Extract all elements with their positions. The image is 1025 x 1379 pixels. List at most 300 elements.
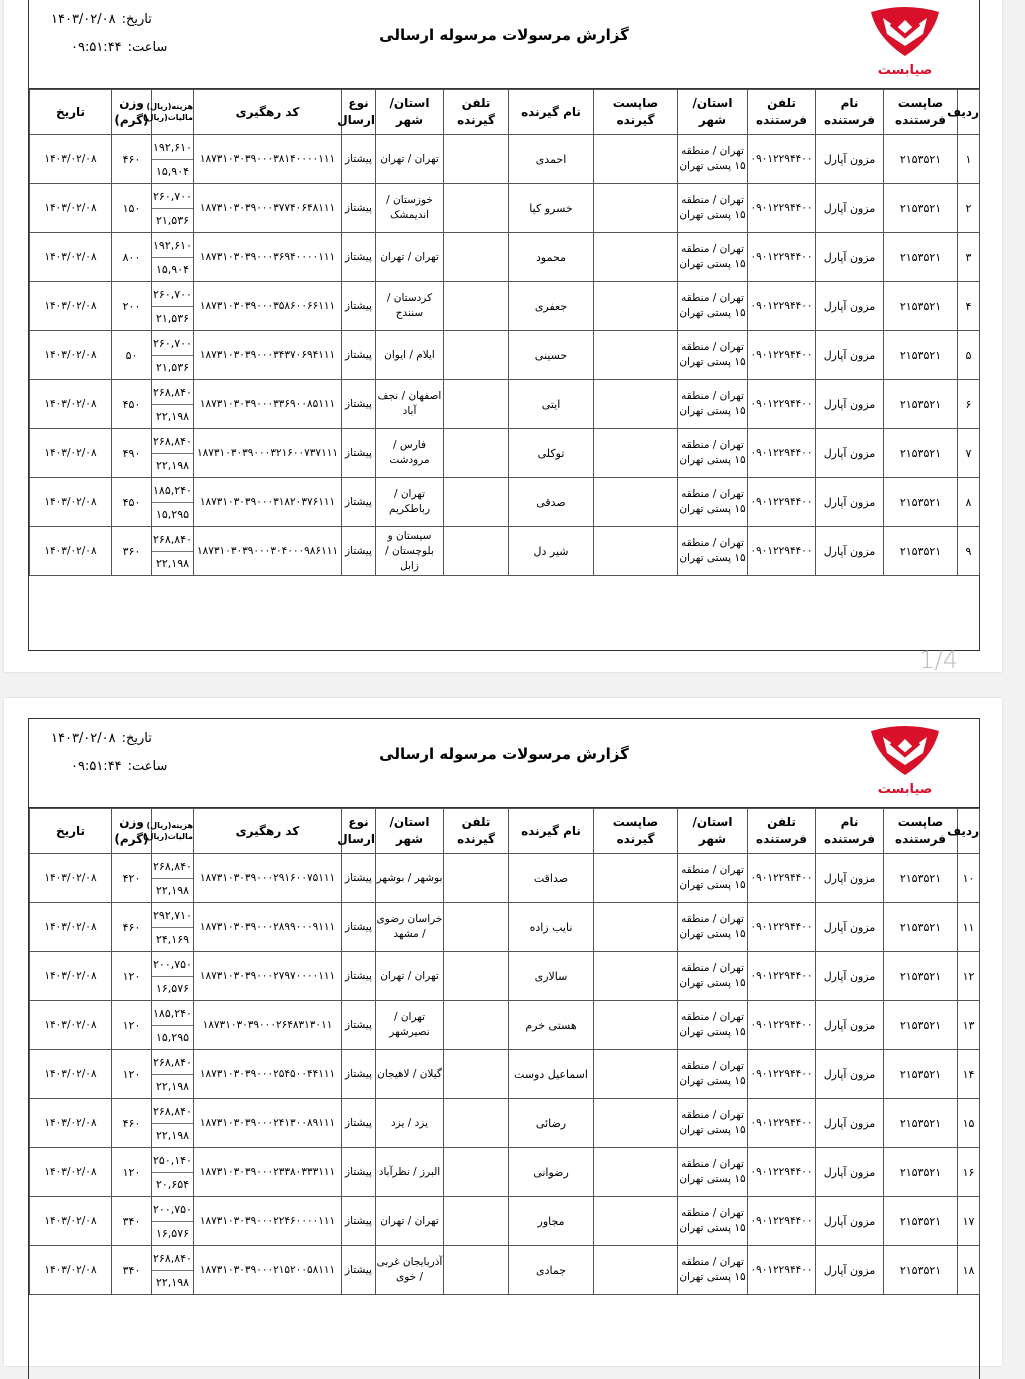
cell-sender-city: تهران / منطقه ۱۵ پستی تهران [678, 233, 748, 282]
cell-receiver-phone [444, 233, 509, 282]
cell-receiver-name: شیر دل [509, 527, 594, 576]
cell-cost [152, 135, 194, 184]
cell-receiver-name: خسرو کیا [509, 184, 594, 233]
cell-weight: ۵۰ [112, 331, 152, 380]
cell-weight: ۲۰۰ [112, 282, 152, 331]
table-row [30, 135, 980, 184]
cell-date: ۱۴۰۳/۰۲/۰۸ [30, 429, 112, 478]
cell-cost [152, 184, 194, 233]
cell-receiver-phone [444, 1001, 509, 1050]
time-value: ۰۹:۵۱:۴۴ [71, 759, 122, 774]
col-receiver-name: نام گیرنده [509, 809, 594, 854]
cell-sender-code: ۲۱۵۳۵۲۱ [884, 135, 958, 184]
cell-cost [152, 1099, 194, 1148]
table-row [30, 527, 980, 576]
table-row [30, 854, 980, 903]
cell-tracking-code: ۱۸۷۳۱۰۳۰۳۹۰۰۰۲۹۱۶۰۰۷۵۱۱۱ [194, 854, 342, 903]
cell-cost [152, 1001, 194, 1050]
cell-date: ۱۴۰۳/۰۲/۰۸ [30, 1148, 112, 1197]
table-header-row [30, 809, 980, 854]
cell-sender-name: مزون آپارل [816, 952, 884, 1001]
cell-send-type: پیشتاز [342, 135, 376, 184]
cell-date: ۱۴۰۳/۰۲/۰۸ [30, 1246, 112, 1295]
cell-cost-value: ۲۹۲,۷۱۰ [152, 904, 193, 928]
cell-receiver-name: توکلی [509, 429, 594, 478]
cell-row-num: ۸ [958, 478, 980, 527]
cell-send-type: پیشتاز [342, 282, 376, 331]
cell-tracking-code: ۱۸۷۳۱۰۳۰۳۹۰۰۰۳۷۷۴۰۶۴۸۱۱۱ [194, 184, 342, 233]
cell-tracking-code: ۱۸۷۳۱۰۳۰۳۹۰۰۰۳۳۶۹۰۰۸۵۱۱۱ [194, 380, 342, 429]
cell-sender-phone: ۰۹۰۱۲۲۹۴۴۰۰ [748, 1246, 816, 1295]
cell-sender-name: مزون آپارل [816, 478, 884, 527]
cell-date: ۱۴۰۳/۰۲/۰۸ [30, 952, 112, 1001]
cell-send-type: پیشتاز [342, 903, 376, 952]
cell-sender-name: مزون آپارل [816, 854, 884, 903]
col-sender-name: نام فرستنده [816, 90, 884, 135]
cell-sender-phone: ۰۹۰۱۲۲۹۴۴۰۰ [748, 184, 816, 233]
cell-sender-code: ۲۱۵۳۵۲۱ [884, 331, 958, 380]
col-tracking: کد رهگیری [194, 90, 342, 135]
cell-send-type: پیشتاز [342, 331, 376, 380]
cell-date: ۱۴۰۳/۰۲/۰۸ [30, 1099, 112, 1148]
cell-sender-city: تهران / منطقه ۱۵ پستی تهران [678, 380, 748, 429]
cell-tax-value: ۲۱,۵۳۶ [155, 360, 190, 374]
col-tracking: کد رهگیری [194, 809, 342, 854]
cell-sender-city: تهران / منطقه ۱۵ پستی تهران [678, 331, 748, 380]
col-sender-phone: تلفن فرستنده [748, 809, 816, 854]
cell-row-num: ۱۵ [958, 1099, 980, 1148]
cell-weight: ۴۲۰ [112, 854, 152, 903]
cell-tax-value: ۲۱,۵۳۶ [155, 213, 190, 227]
cell-receiver-name: جمادی [509, 1246, 594, 1295]
col-sender-city: استان/ شهر [678, 90, 748, 135]
cell-sender-name: مزون آپارل [816, 903, 884, 952]
cell-tax-value: ۱۵,۹۰۴ [155, 164, 190, 178]
cost-label: هزینه(ریال) [146, 821, 193, 830]
cell-sender-phone: ۰۹۰۱۲۲۹۴۴۰۰ [748, 331, 816, 380]
cell-weight: ۴۹۰ [112, 429, 152, 478]
cell-sender-code: ۲۱۵۳۵۲۱ [884, 478, 958, 527]
cell-receiver-name: احمدی [509, 135, 594, 184]
table-row [30, 478, 980, 527]
cell-cost-value: ۲۶۸,۸۴۰ [152, 430, 193, 454]
table-header-row [30, 90, 980, 135]
cell-date: ۱۴۰۳/۰۲/۰۸ [30, 380, 112, 429]
cell-receiver-phone [444, 184, 509, 233]
cell-cost-value: ۱۹۲,۶۱۰ [152, 136, 193, 160]
cell-sender-name: مزون آپارل [816, 1099, 884, 1148]
cell-receiver-code [594, 1001, 678, 1050]
cell-receiver-code [594, 903, 678, 952]
cell-cost [152, 1197, 194, 1246]
cell-tracking-code: ۱۸۷۳۱۰۳۰۳۹۰۰۰۲۱۵۲۰۰۵۸۱۱۱ [194, 1246, 342, 1295]
cell-receiver-code [594, 1099, 678, 1148]
cell-cost [152, 903, 194, 952]
cell-receiver-name: ایتی [509, 380, 594, 429]
cell-cost-value: ۱۸۵,۲۴۰ [152, 479, 193, 503]
cell-cost [152, 952, 194, 1001]
cell-receiver-phone [444, 1197, 509, 1246]
cell-tax-value: ۲۲,۱۹۸ [155, 883, 190, 897]
cell-sender-phone: ۰۹۰۱۲۲۹۴۴۰۰ [748, 854, 816, 903]
cell-tracking-code: ۱۸۷۳۱۰۳۰۳۹۰۰۰۲۲۴۶۰۰۰۰۱۱۱ [194, 1197, 342, 1246]
cell-sender-city: تهران / منطقه ۱۵ پستی تهران [678, 1197, 748, 1246]
cell-tax-value: ۱۶,۵۷۶ [155, 981, 190, 995]
cell-tax-value: ۱۵,۹۰۴ [155, 262, 190, 276]
cell-sender-phone: ۰۹۰۱۲۲۹۴۴۰۰ [748, 478, 816, 527]
cell-receiver-name: محمود [509, 233, 594, 282]
cell-date: ۱۴۰۳/۰۲/۰۸ [30, 478, 112, 527]
time-value: ۰۹:۵۱:۴۴ [71, 40, 122, 55]
cell-receiver-phone [444, 1099, 509, 1148]
cell-weight: ۱۲۰ [112, 1050, 152, 1099]
cell-tracking-code: ۱۸۷۳۱۰۳۰۳۹۰۰۰۳۸۱۴۰۰۰۰۱۱۱ [194, 135, 342, 184]
cell-receiver-code [594, 854, 678, 903]
col-sender-phone: تلفن فرستنده [748, 90, 816, 135]
date-line [51, 12, 152, 27]
cell-tax-value: ۲۰,۶۵۴ [155, 1177, 190, 1191]
cell-date: ۱۴۰۳/۰۲/۰۸ [30, 527, 112, 576]
col-row-num: ردیف [958, 809, 980, 854]
cell-tracking-code: ۱۸۷۳۱۰۳۰۳۹۰۰۰۳۵۸۶۰۰۶۶۱۱۱ [194, 282, 342, 331]
cell-receiver-phone [444, 854, 509, 903]
cell-receiver-name: مجاور [509, 1197, 594, 1246]
col-sender-name: نام فرستنده [816, 809, 884, 854]
cell-weight: ۴۶۰ [112, 1099, 152, 1148]
cell-row-num: ۴ [958, 282, 980, 331]
cell-tracking-code: ۱۸۷۳۱۰۳۰۳۹۰۰۰۲۷۹۷۰۰۰۰۱۱۱ [194, 952, 342, 1001]
cell-sender-phone: ۰۹۰۱۲۲۹۴۴۰۰ [748, 1001, 816, 1050]
cell-sender-phone: ۰۹۰۱۲۲۹۴۴۰۰ [748, 1050, 816, 1099]
cell-tracking-code: ۱۸۷۳۱۰۳۰۳۹۰۰۰۳۲۱۶۰۰۷۳۷۱۱۱ [194, 429, 342, 478]
cell-tax-value: ۲۲,۱۹۸ [155, 556, 190, 570]
cell-weight: ۸۰۰ [112, 233, 152, 282]
cell-date: ۱۴۰۳/۰۲/۰۸ [30, 331, 112, 380]
cell-cost-value: ۲۶۰,۷۰۰ [152, 185, 193, 209]
cell-sender-phone: ۰۹۰۱۲۲۹۴۴۰۰ [748, 1099, 816, 1148]
cell-sender-phone: ۰۹۰۱۲۲۹۴۴۰۰ [748, 1197, 816, 1246]
cell-receiver-code [594, 135, 678, 184]
col-date: تاریخ [30, 809, 112, 854]
cell-receiver-name: سالاری [509, 952, 594, 1001]
cell-receiver-phone [444, 1050, 509, 1099]
cell-send-type: پیشتاز [342, 233, 376, 282]
cell-tax-value: ۱۶,۵۷۶ [155, 1226, 190, 1240]
date-value: ۱۴۰۳/۰۲/۰۸ [51, 12, 116, 27]
cell-row-num: ۲ [958, 184, 980, 233]
col-send-type: نوع ارسال [342, 809, 376, 854]
col-receiver-phone: تلفن گیرنده [444, 809, 509, 854]
cell-sender-name: مزون آپارل [816, 380, 884, 429]
cell-receiver-name: رضائی [509, 1099, 594, 1148]
col-sender-city: استان/ شهر [678, 809, 748, 854]
cell-cost-value: ۲۰۰,۷۵۰ [152, 953, 193, 977]
col-receiver-code: صاپست گیرنده [594, 90, 678, 135]
cell-receiver-code [594, 282, 678, 331]
cell-date: ۱۴۰۳/۰۲/۰۸ [30, 282, 112, 331]
cell-weight: ۱۲۰ [112, 1148, 152, 1197]
cell-sender-name: مزون آپارل [816, 527, 884, 576]
tax-label: مالیات(ریال) [142, 832, 193, 841]
cell-receiver-name: هستی خرم [509, 1001, 594, 1050]
cell-weight: ۱۲۰ [112, 1001, 152, 1050]
cell-sender-name: مزون آپارل [816, 1197, 884, 1246]
col-cost [142, 90, 194, 135]
cell-sender-city: تهران / منطقه ۱۵ پستی تهران [678, 1001, 748, 1050]
cell-weight: ۴۶۰ [112, 903, 152, 952]
cell-receiver-city: تهران / نصیرشهر [376, 1001, 444, 1050]
report-page-2 [4, 698, 1002, 1366]
report-title: گزارش مرسولات مرسوله ارسالی [379, 745, 629, 763]
date-value: ۱۴۰۳/۰۲/۰۸ [51, 731, 116, 746]
cell-cost [152, 331, 194, 380]
cell-receiver-city: خوزستان / اندیمشک [376, 184, 444, 233]
table-row [30, 1099, 980, 1148]
cell-receiver-phone [444, 1148, 509, 1197]
cell-sender-name: مزون آپارل [816, 282, 884, 331]
cell-receiver-city: فارس / مرودشت [376, 429, 444, 478]
col-receiver-name: نام گیرنده [509, 90, 594, 135]
col-receiver-phone: تلفن گیرنده [444, 90, 509, 135]
cell-sender-code: ۲۱۵۳۵۲۱ [884, 527, 958, 576]
cost-label: هزینه(ریال) [146, 102, 193, 111]
date-label: تاریخ: [121, 731, 152, 746]
cell-cost-value: ۲۶۰,۷۰۰ [152, 283, 193, 307]
table-row [30, 1050, 980, 1099]
cell-cost-value: ۲۶۸,۸۴۰ [152, 1247, 193, 1271]
cell-receiver-code [594, 380, 678, 429]
col-row-num: ردیف [958, 90, 980, 135]
cell-row-num: ۱ [958, 135, 980, 184]
cell-sender-city: تهران / منطقه ۱۵ پستی تهران [678, 1099, 748, 1148]
cell-receiver-phone [444, 429, 509, 478]
col-send-type: نوع ارسال [342, 90, 376, 135]
cell-sender-city: تهران / منطقه ۱۵ پستی تهران [678, 854, 748, 903]
cell-receiver-code [594, 1197, 678, 1246]
date-line [51, 731, 152, 746]
cell-sender-name: مزون آپارل [816, 1148, 884, 1197]
table-row [30, 429, 980, 478]
company-logo [867, 723, 943, 803]
cell-cost-value: ۲۶۸,۸۴۰ [152, 381, 193, 405]
cell-receiver-phone [444, 952, 509, 1001]
cell-receiver-phone [444, 331, 509, 380]
cell-weight: ۴۵۰ [112, 380, 152, 429]
cell-row-num: ۷ [958, 429, 980, 478]
cell-sender-code: ۲۱۵۳۵۲۱ [884, 282, 958, 331]
table-row [30, 184, 980, 233]
cell-sender-phone: ۰۹۰۱۲۲۹۴۴۰۰ [748, 135, 816, 184]
cell-receiver-code [594, 952, 678, 1001]
cell-receiver-code [594, 1148, 678, 1197]
cell-cost-value: ۲۶۸,۸۴۰ [152, 1051, 193, 1075]
cell-sender-city: تهران / منطقه ۱۵ پستی تهران [678, 952, 748, 1001]
cell-sender-code: ۲۱۵۳۵۲۱ [884, 903, 958, 952]
cell-tax-value: ۲۴,۱۶۹ [155, 932, 190, 946]
cell-date: ۱۴۰۳/۰۲/۰۸ [30, 135, 112, 184]
col-date: تاریخ [30, 90, 112, 135]
cell-row-num: ۹ [958, 527, 980, 576]
cell-weight: ۴۵۰ [112, 478, 152, 527]
cell-cost [152, 478, 194, 527]
cell-sender-code: ۲۱۵۳۵۲۱ [884, 952, 958, 1001]
cell-sender-code: ۲۱۵۳۵۲۱ [884, 1001, 958, 1050]
cell-receiver-code [594, 184, 678, 233]
col-receiver-city: استان/ شهر [376, 809, 444, 854]
cell-tax-value: ۲۲,۱۹۸ [155, 1128, 190, 1142]
report-header [29, 0, 979, 89]
cell-receiver-code [594, 478, 678, 527]
cell-send-type: پیشتاز [342, 1197, 376, 1246]
cell-cost [152, 1246, 194, 1295]
cell-row-num: ۵ [958, 331, 980, 380]
cell-receiver-city: آذربایجان غربی / خوی [376, 1246, 444, 1295]
cell-tax-value: ۱۵,۲۹۵ [155, 1030, 190, 1044]
cell-receiver-city: ایلام / ایوان [376, 331, 444, 380]
cell-sender-code: ۲۱۵۳۵۲۱ [884, 184, 958, 233]
cell-send-type: پیشتاز [342, 1050, 376, 1099]
cell-cost [152, 282, 194, 331]
cell-row-num: ۱۲ [958, 952, 980, 1001]
col-weight: وزن (گرم) [112, 90, 152, 135]
cell-weight: ۴۶۰ [112, 135, 152, 184]
cell-receiver-phone [444, 380, 509, 429]
cell-cost-value: ۲۶۰,۷۰۰ [152, 332, 193, 356]
cell-receiver-city: خراسان رضوی / مشهد [376, 903, 444, 952]
cell-receiver-city: سیستان و بلوچستان / زابل [376, 527, 444, 576]
cell-weight: ۱۲۰ [112, 952, 152, 1001]
cell-sender-city: تهران / منطقه ۱۵ پستی تهران [678, 184, 748, 233]
cell-receiver-name: صداقت [509, 854, 594, 903]
cell-weight: ۳۴۰ [112, 1246, 152, 1295]
cell-sender-city: تهران / منطقه ۱۵ پستی تهران [678, 282, 748, 331]
cell-sender-name: مزون آپارل [816, 1001, 884, 1050]
cell-sender-phone: ۰۹۰۱۲۲۹۴۴۰۰ [748, 903, 816, 952]
cell-receiver-city: اصفهان / نجف آباد [376, 380, 444, 429]
cell-receiver-name: نایب زاده [509, 903, 594, 952]
cell-cost [152, 1148, 194, 1197]
cell-sender-code: ۲۱۵۳۵۲۱ [884, 233, 958, 282]
cell-row-num: ۱۷ [958, 1197, 980, 1246]
table-row [30, 282, 980, 331]
cell-receiver-phone [444, 1246, 509, 1295]
cell-row-num: ۱۳ [958, 1001, 980, 1050]
table-row [30, 380, 980, 429]
cell-receiver-city: یزد / یزد [376, 1099, 444, 1148]
table-row [30, 1246, 980, 1295]
cell-tracking-code: ۱۸۷۳۱۰۳۰۳۹۰۰۰۲۴۱۳۰۰۸۹۱۱۱ [194, 1099, 342, 1148]
table-row [30, 1148, 980, 1197]
cell-weight: ۳۶۰ [112, 527, 152, 576]
date-label: تاریخ: [121, 12, 152, 27]
shipments-table [29, 808, 980, 1295]
table-row [30, 903, 980, 952]
cell-sender-city: تهران / منطقه ۱۵ پستی تهران [678, 1148, 748, 1197]
cell-receiver-name: اسماعیل دوست [509, 1050, 594, 1099]
cell-cost-value: ۲۶۸,۸۴۰ [152, 855, 193, 879]
cell-receiver-name: حسینی [509, 331, 594, 380]
cell-sender-code: ۲۱۵۳۵۲۱ [884, 429, 958, 478]
table-row [30, 1001, 980, 1050]
col-sender-code: صاپست فرستنده [884, 809, 958, 854]
cell-send-type: پیشتاز [342, 952, 376, 1001]
report-frame [28, 718, 980, 1379]
cell-cost [152, 1050, 194, 1099]
cell-receiver-name: رضوانی [509, 1148, 594, 1197]
cell-receiver-code [594, 527, 678, 576]
report-frame [28, 0, 980, 651]
cell-sender-city: تهران / منطقه ۱۵ پستی تهران [678, 135, 748, 184]
cell-date: ۱۴۰۳/۰۲/۰۸ [30, 184, 112, 233]
cell-tax-value: ۲۲,۱۹۸ [155, 1275, 190, 1289]
logo-text: صیابست [877, 63, 933, 78]
cell-cost [152, 527, 194, 576]
cell-send-type: پیشتاز [342, 854, 376, 903]
cell-tax-value: ۲۱,۵۳۶ [155, 311, 190, 325]
cell-tracking-code: ۱۸۷۳۱۰۳۰۳۹۰۰۰۲۶۴۸۳۱۳۰۱۱ [194, 1001, 342, 1050]
cell-tracking-code: ۱۸۷۳۱۰۳۰۳۹۰۰۰۲۸۹۹۰۰۰۹۱۱۱ [194, 903, 342, 952]
cell-receiver-city: گیلان / لاهیجان [376, 1050, 444, 1099]
cell-tracking-code: ۱۸۷۳۱۰۳۰۳۹۰۰۰۳۰۴۰۰۰۹۸۶۱۱۱ [194, 527, 342, 576]
cell-sender-phone: ۰۹۰۱۲۲۹۴۴۰۰ [748, 233, 816, 282]
cell-receiver-city: بوشهر / بوشهر [376, 854, 444, 903]
cell-cost [152, 380, 194, 429]
cell-sender-name: مزون آپارل [816, 1246, 884, 1295]
time-label: ساعت: [127, 40, 168, 55]
cell-date: ۱۴۰۳/۰۲/۰۸ [30, 903, 112, 952]
col-cost [142, 809, 194, 854]
cell-cost-value: ۲۶۸,۸۴۰ [152, 1100, 193, 1124]
cell-receiver-name: صدقی [509, 478, 594, 527]
cell-sender-code: ۲۱۵۳۵۲۱ [884, 380, 958, 429]
cell-receiver-city: کردستان / سنندج [376, 282, 444, 331]
cell-sender-city: تهران / منطقه ۱۵ پستی تهران [678, 478, 748, 527]
cell-row-num: ۱۶ [958, 1148, 980, 1197]
cell-send-type: پیشتاز [342, 1001, 376, 1050]
cell-row-num: ۳ [958, 233, 980, 282]
cell-sender-phone: ۰۹۰۱۲۲۹۴۴۰۰ [748, 952, 816, 1001]
cell-send-type: پیشتاز [342, 429, 376, 478]
cell-cost [152, 429, 194, 478]
cell-sender-name: مزون آپارل [816, 429, 884, 478]
table-row [30, 233, 980, 282]
cell-sender-code: ۲۱۵۳۵۲۱ [884, 1050, 958, 1099]
cell-receiver-name: جعفری [509, 282, 594, 331]
cell-tracking-code: ۱۸۷۳۱۰۳۰۳۹۰۰۰۲۵۴۵۰۰۴۴۱۱۱ [194, 1050, 342, 1099]
cell-weight: ۳۴۰ [112, 1197, 152, 1246]
tax-label: مالیات(ریال) [142, 113, 193, 122]
cell-receiver-code [594, 1050, 678, 1099]
report-page-1 [4, 0, 1002, 672]
cell-row-num: ۱۸ [958, 1246, 980, 1295]
cell-date: ۱۴۰۳/۰۲/۰۸ [30, 1197, 112, 1246]
cell-sender-name: مزون آپارل [816, 1050, 884, 1099]
cell-cost-value: ۲۰۰,۷۵۰ [152, 1198, 193, 1222]
page-indicator: 1/4 [919, 646, 958, 674]
cell-cost [152, 854, 194, 903]
logo-text: صیابست [877, 782, 933, 797]
cell-send-type: پیشتاز [342, 1246, 376, 1295]
cell-sender-phone: ۰۹۰۱۲۲۹۴۴۰۰ [748, 527, 816, 576]
cell-date: ۱۴۰۳/۰۲/۰۸ [30, 1050, 112, 1099]
cell-sender-city: تهران / منطقه ۱۵ پستی تهران [678, 903, 748, 952]
table-row [30, 1197, 980, 1246]
cell-row-num: ۱۱ [958, 903, 980, 952]
cell-row-num: ۱۴ [958, 1050, 980, 1099]
cell-receiver-phone [444, 527, 509, 576]
cell-receiver-city: تهران / تهران [376, 1197, 444, 1246]
table-row [30, 952, 980, 1001]
